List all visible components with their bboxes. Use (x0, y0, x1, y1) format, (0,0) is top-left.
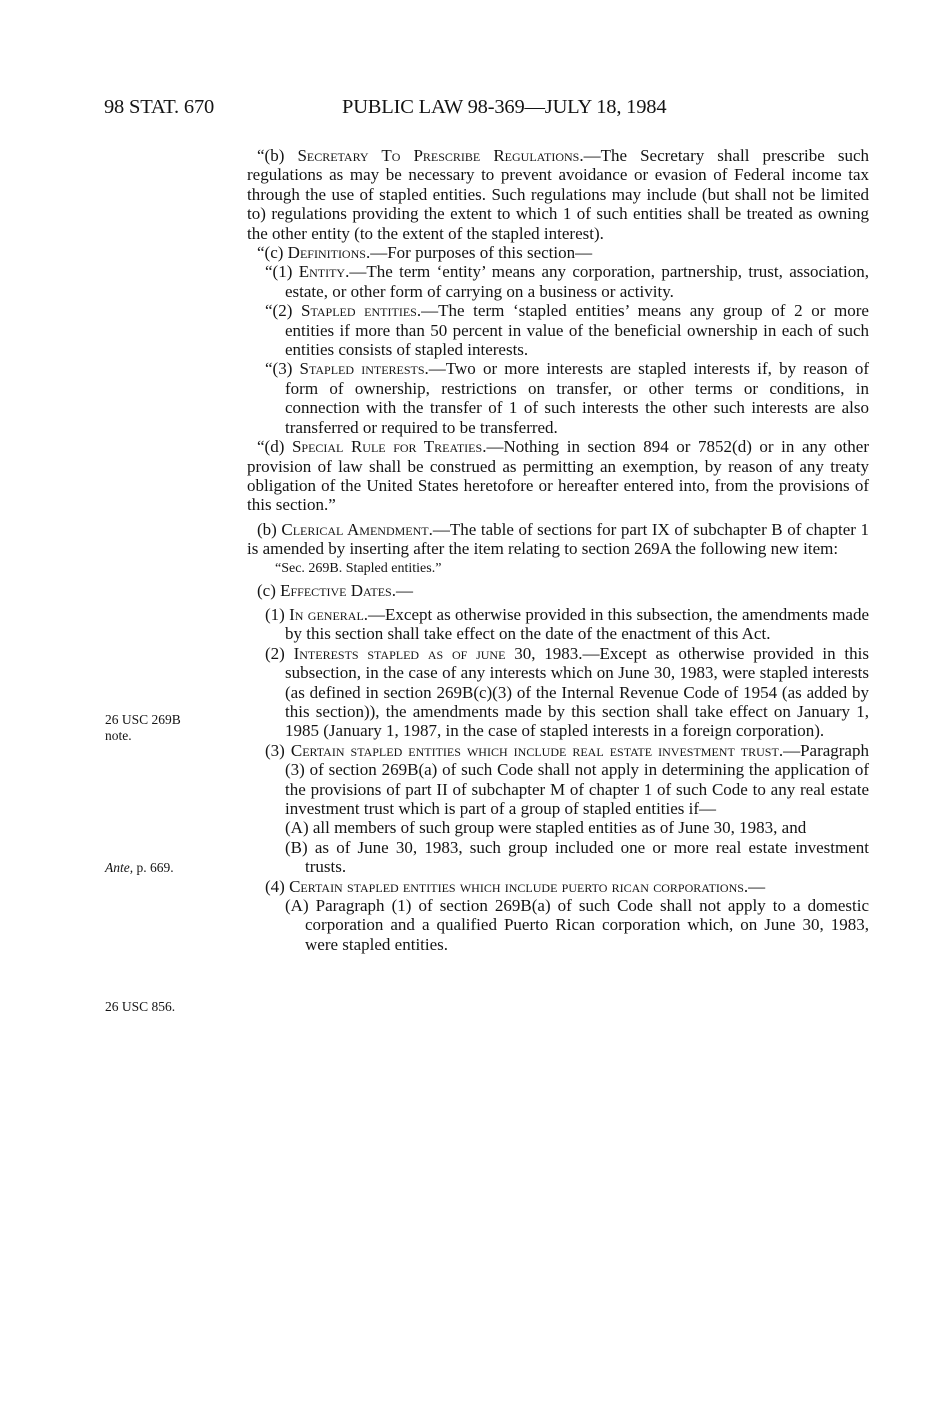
new-section-item: “Sec. 269B. Stapled entities.” (275, 560, 442, 576)
margin-note-ante-page: p. 669. (133, 860, 174, 875)
clerical-amendment: (b) Clerical Amendment.—The table of sections for part IX of subchapter B of chapter 1 is amended by inserting after the item relating to section 269A the following new item: (247, 519, 870, 559)
effective-dates-3-reit: (3) Certain stapled entities which include real estate investment trust.—Paragraph (3) of section 269B(a) of such Code shall not apply in determining the application of the provisions of part II of subchapter M of chapter 1 of such Code to any real estate investment trust which is part of a group of stapled entities if— (265, 740, 869, 818)
margin-note-ante-italic: Ante, (105, 860, 134, 875)
subsection-c-definitions: “(c) Definitions.—For purposes of this section— (257, 243, 593, 263)
margin-note-line: note. (105, 728, 132, 743)
margin-note-usc-269b (105, 712, 181, 744)
subsection-d-treaties: “(d) Special Rule for Treaties.—Nothing in section 894 or 7852(d) or in any other provision of law shall be construed as permitting an exemption, by reason of any treaty obligation of the United States heretofore or hereafter entered into, from the provisions of this section.” (247, 437, 869, 515)
margin-note-line: 26 USC 856. (105, 999, 176, 1014)
paragraph-c3-stapled-interests: “(3) Stapled interests.—Two or more interests are stapled interests if, by reason of form of ownership, restrictions on transfer, or other terms or conditions, in connection with the transfer of 1 of such interests the other such interests are also transferred or required to be transferred. (265, 359, 869, 437)
effective-dates-heading: (c) Effective Dates.— (257, 580, 413, 600)
paragraph-c2-stapled-entities: “(2) Stapled entities.—The term ‘stapled entities’ means any group of 2 or more entities if more than 50 percent in value of the beneficial ownership in each of such entities consists of stapled interests. (265, 301, 869, 360)
margin-note-ante (105, 860, 174, 876)
statute-body (247, 146, 869, 954)
effective-dates-3-b: (B) as of June 30, 1983, such group included one or more real estate investment trusts. (285, 837, 869, 877)
statute-page-number: 98 STAT. 670 (104, 96, 215, 118)
page-header (104, 96, 874, 120)
effective-dates-4-puerto-rican: (4) Certain stapled entities which include puerto rican corporations.— (265, 876, 766, 896)
effective-dates-3-a: (A) all members of such group were stapled entities as of June 30, 1983, and (285, 818, 807, 838)
effective-dates-4-a: (A) Paragraph (1) of section 269B(a) of such Code shall not apply to a domestic corporation and a qualified Puerto Rican corporation which, on June 30, 1983, were stapled entities. (285, 896, 869, 954)
effective-dates-1-general: (1) In general.—Except as otherwise provided in this subsection, the amendments made by this section shall take effect on the date of the enactment of this Act. (265, 604, 870, 644)
margin-note-usc-856 (105, 999, 175, 1015)
page-title: PUBLIC LAW 98-369—JULY 18, 1984 (342, 96, 667, 118)
margin-note-line: 26 USC 269B (105, 712, 181, 727)
paragraph-c1-entity: “(1) Entity.—The term ‘entity’ means any corporation, partnership, trust, association, estate, or other form of carrying on a business or activity. (265, 262, 869, 301)
effective-dates-2-interests-stapled: (2) Interests stapled as of june 30, 1983.—Except as otherwise provided in this subsection, in the case of any interests which on June 30, 1983, were stapled interests (as defined in section 269B(c)(3) of the Internal Revenue Code of 1954 (as added by this section)), the amendments made by this section shall take effect on January 1, 1985 (January 1, 1987, in the case of stapled interests in a foreign corporation). (265, 643, 869, 741)
subsection-b-regulations: “(b) Secretary To Prescribe Regulations.—The Secretary shall prescribe such regulations as may be necessary to prevent avoidance or evasion of Federal income tax through the use of stapled entities. Such regulations may include (but shall not be limited to) regulations providing the extent to which 1 of such entities shall be treated as owning the other entity (to the extent of the stapled interest). (247, 146, 869, 243)
